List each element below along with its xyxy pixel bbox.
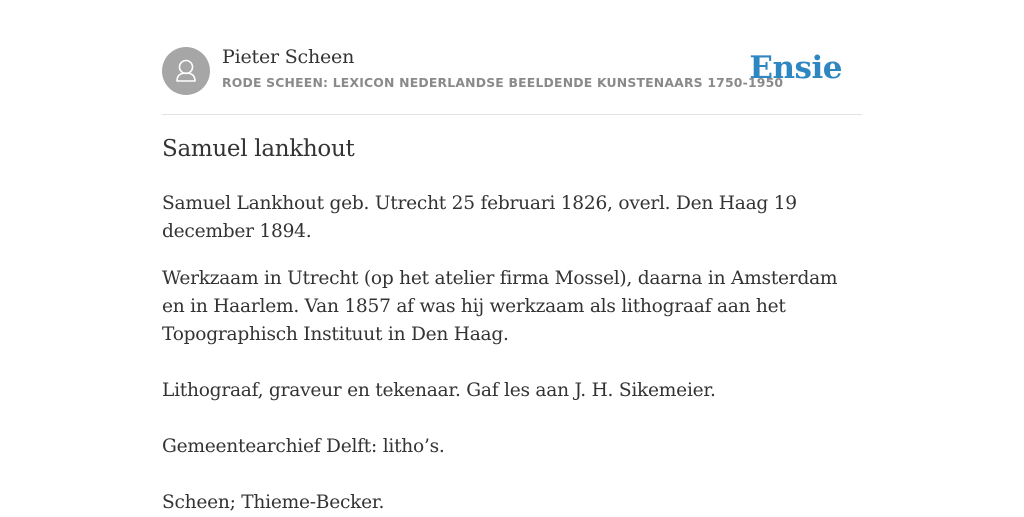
occupation-paragraph: Lithograaf, graveur en tekenaar. Gaf les aan J. H. Sikemeier. — [162, 380, 716, 401]
article-header — [162, 44, 862, 115]
author-avatar[interactable] — [162, 47, 210, 95]
references-paragraph: Scheen; Thieme-Becker. — [162, 492, 385, 513]
archive-paragraph: Gemeentearchief Delft: litho’s. — [162, 436, 445, 457]
author-name[interactable]: Pieter Scheen — [222, 46, 355, 68]
article-title: Samuel lankhout — [162, 136, 355, 162]
ensie-logo[interactable]: Ensie — [749, 50, 842, 86]
source-title[interactable]: RODE SCHEEN: LEXICON NEDERLANDSE BEELDENDE KUNSTENAARS 1750-1950 — [222, 75, 784, 90]
intro-paragraph: Samuel Lankhout geb. Utrecht 25 februari 1826, overl. Den Haag 19 december 1894. — [162, 193, 797, 242]
user-icon — [162, 47, 210, 95]
article-body — [162, 190, 852, 517]
work-paragraph: Werkzaam in Utrecht (op het atelier firma Mossel), daarna in Amsterdam en in Haarlem. Van 1857 af was hij werkzaam als lithograaf aan het Topographisch Instituut in Den Haag. — [162, 268, 838, 345]
